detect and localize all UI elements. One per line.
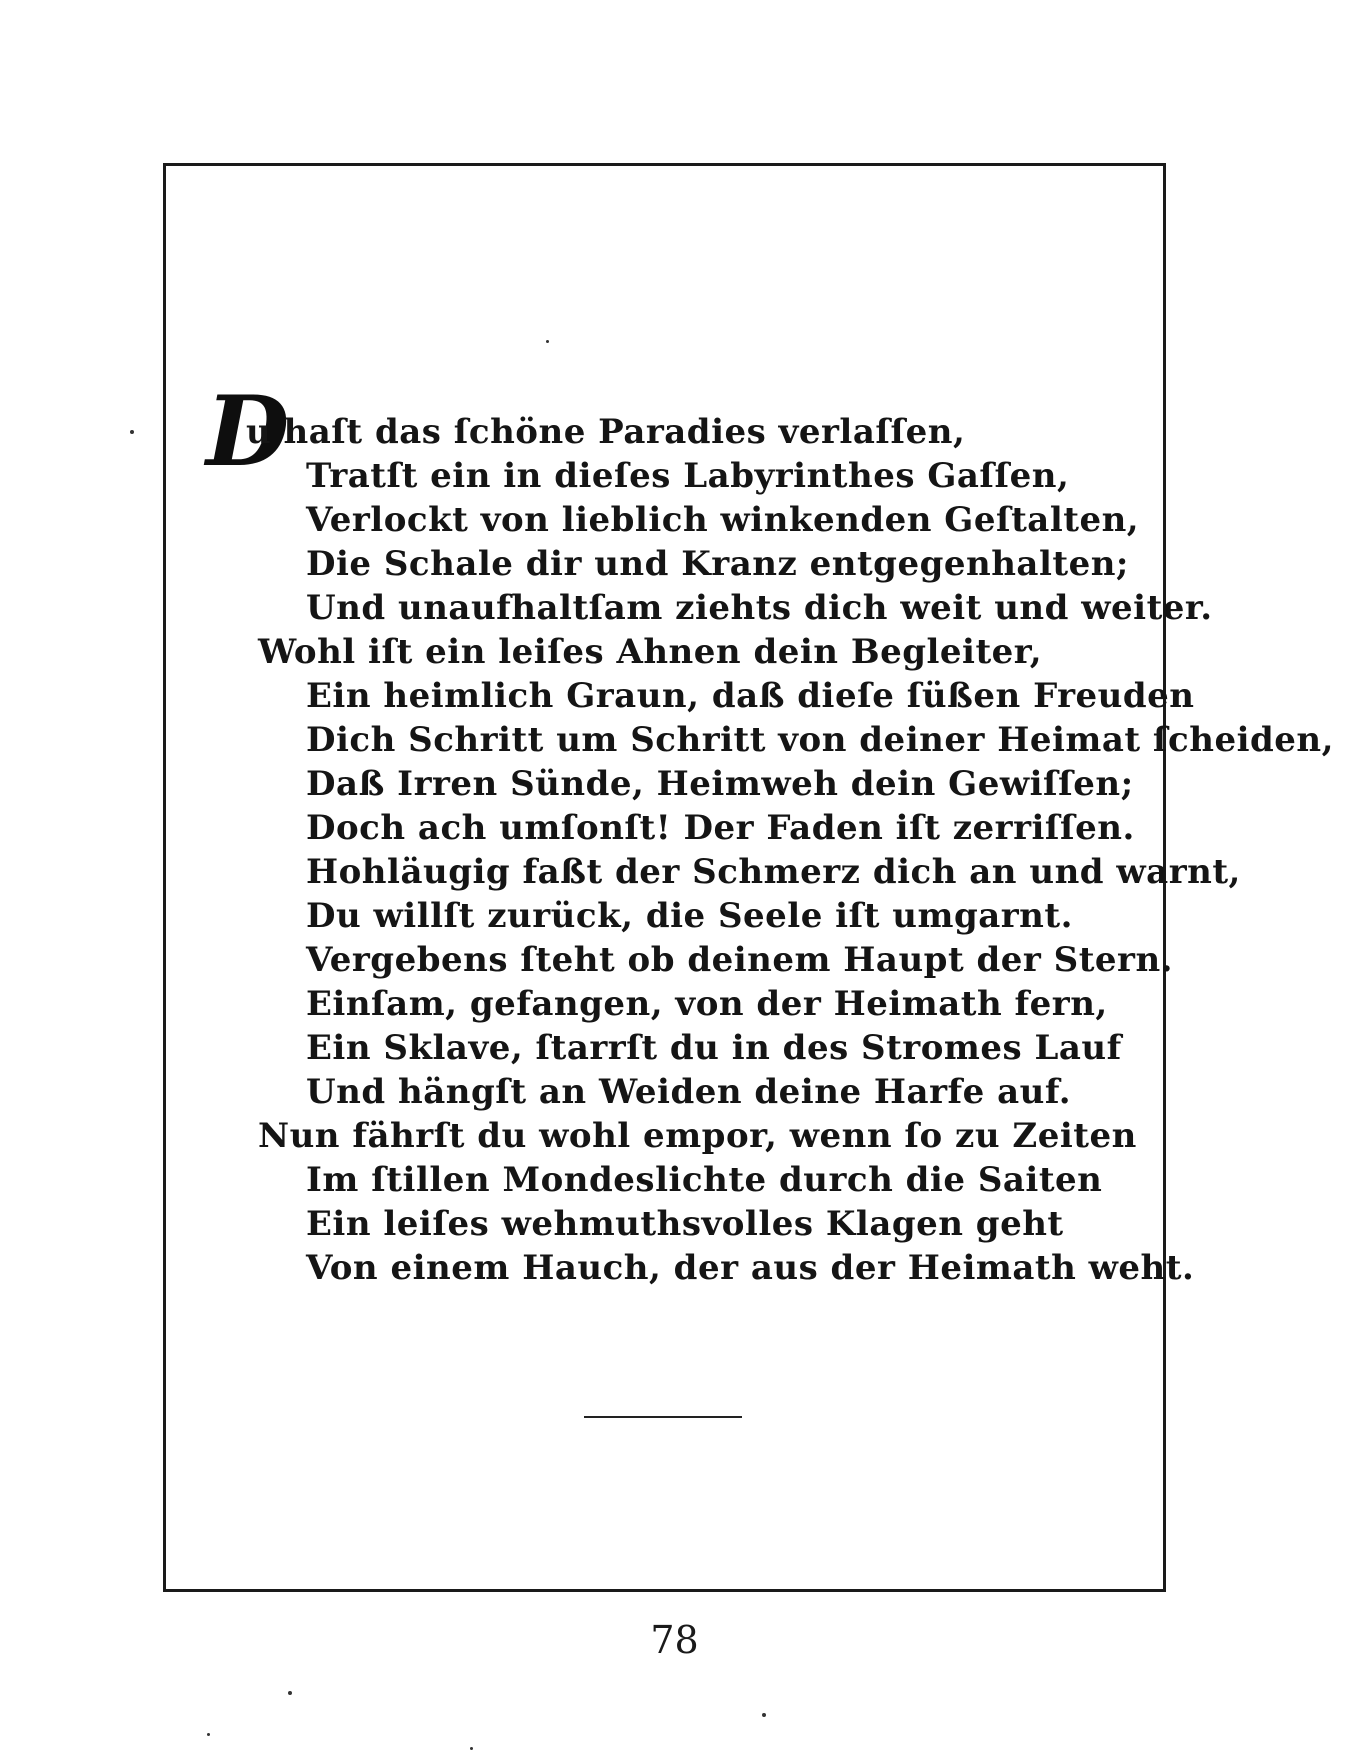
poem-line: Du willſt zurück, die Seele iſt umgarnt. [306, 896, 1073, 936]
paper-speck [207, 1733, 210, 1736]
paper-speck [288, 1691, 292, 1695]
poem-line: Ein heimlich Graun, daß dieſe ſüßen Freuden [306, 676, 1195, 716]
poem [166, 166, 1334, 1589]
poem-line: Nun fährſt du wohl empor, wenn ſo zu Zeiten [258, 1116, 1137, 1156]
poem-line: Ein leiſes wehmuthsvolles Klagen geht [306, 1204, 1064, 1244]
paper-speck [762, 1713, 766, 1717]
page-frame [163, 163, 1334, 1592]
paper-speck [130, 430, 134, 434]
poem-line: Von einem Hauch, der aus der Heimath weht. [306, 1248, 1195, 1288]
poem-line: Hohläugig faßt der Schmerz dich an und warnt, [306, 852, 1241, 892]
poem-line: Und unaufhaltſam ziehts dich weit und weiter. [306, 588, 1213, 628]
page-number: 78 [650, 1618, 699, 1662]
poem-line: Daß Irren Sünde, Heimweh dein Gewiſſen; [306, 764, 1134, 804]
poem-line: Im ſtillen Mondeslichte durch die Saiten [306, 1160, 1103, 1200]
drop-cap-initial: D [206, 375, 290, 488]
poem-line: Und hängſt an Weiden deine Harfe auf. [306, 1072, 1072, 1112]
poem-line: Dich Schritt um Schritt von deiner Heimat ſcheiden, [306, 720, 1334, 760]
paper-speck [546, 340, 549, 343]
poem-line: Wohl iſt ein leiſes Ahnen dein Begleiter, [258, 632, 1043, 672]
paper-speck [470, 1747, 473, 1750]
poem-line: u haſt das ſchöne Paradies verlaſſen, [246, 412, 966, 452]
poem-line: Tratſt ein in dieſes Labyrinthes Gaſſen, [306, 456, 1070, 496]
poem-line: Einſam, gefangen, von der Heimath fern, [306, 984, 1108, 1024]
poem-line: Doch ach umſonſt! Der Faden iſt zerriſſen. [306, 808, 1135, 848]
poem-line: Verlockt von lieblich winkenden Geſtalten, [306, 500, 1140, 540]
poem-line: Die Schale dir und Kranz entgegenhalten; [306, 544, 1129, 584]
poem-line: Ein Sklave, ſtarrſt du in des Stromes Lauf [306, 1028, 1122, 1068]
section-divider [584, 1416, 742, 1418]
poem-line: Vergebens ſteht ob deinem Haupt der Stern. [306, 940, 1174, 980]
